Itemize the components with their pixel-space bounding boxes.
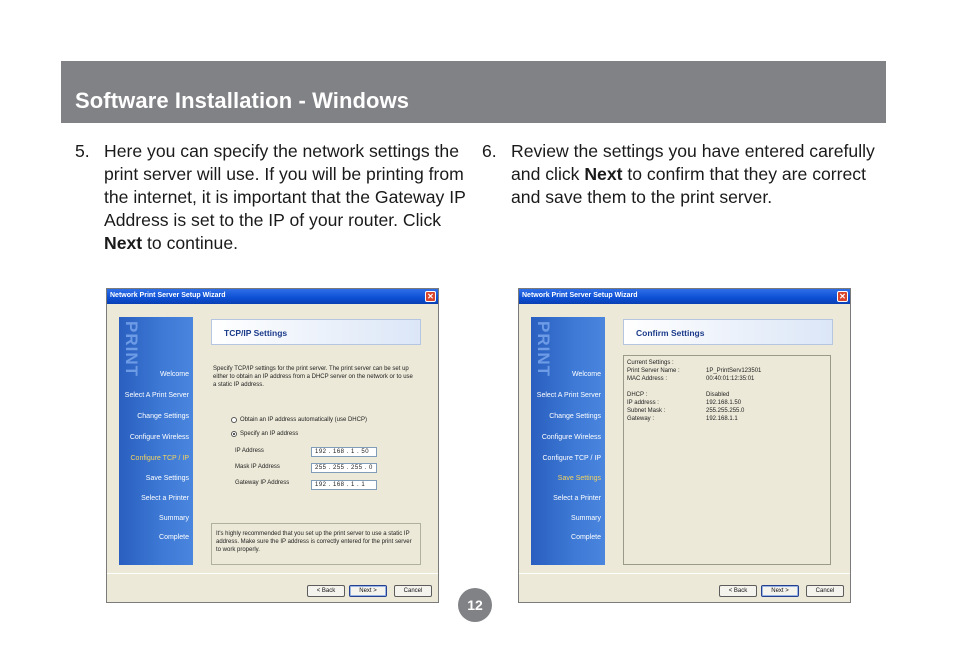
step-text-bold: Next bbox=[584, 164, 623, 184]
print-brand-logo: PRINT bbox=[534, 321, 553, 377]
gateway-ip-input[interactable]: 192 . 168 . 1 . 1 bbox=[311, 480, 377, 490]
confirm-wizard-window bbox=[518, 288, 851, 603]
setting-label: MAC Address : bbox=[627, 376, 668, 382]
mask-ip-input[interactable]: 255 . 255 . 255 . 0 bbox=[311, 463, 377, 473]
setting-label: Print Server Name : bbox=[627, 368, 680, 374]
sidebar-item-summary: Summary bbox=[159, 515, 189, 522]
window-titlebar bbox=[519, 289, 850, 304]
wizard-sidebar bbox=[119, 317, 193, 565]
setting-label: Current Settings : bbox=[627, 360, 674, 366]
step-6 bbox=[482, 140, 882, 240]
setting-label: DHCP : bbox=[627, 392, 648, 398]
sidebar-item-configure-tcpip: Configure TCP / IP bbox=[542, 455, 601, 462]
setting-label: IP address : bbox=[627, 400, 659, 406]
tcpip-wizard-window bbox=[106, 288, 439, 603]
ip-address-label: IP Address bbox=[235, 448, 264, 454]
sidebar-item-change-settings: Change Settings bbox=[549, 413, 601, 420]
dhcp-radio-label: Obtain an IP address automatically (use DHCP) bbox=[240, 417, 367, 423]
sidebar-item-save-settings: Save Settings bbox=[557, 475, 601, 482]
recommendation-note bbox=[211, 523, 421, 565]
print-brand-logo: PRINT bbox=[122, 321, 141, 377]
setting-value: 00:40:01:12:35:01 bbox=[706, 376, 755, 382]
panel-heading bbox=[211, 319, 421, 345]
wizard-sidebar bbox=[531, 317, 605, 565]
sidebar-item-complete: Complete bbox=[571, 534, 601, 541]
gateway-ip-label: Gateway IP Address bbox=[235, 480, 290, 486]
dhcp-radio[interactable] bbox=[231, 417, 237, 423]
cancel-button[interactable]: Cancel bbox=[806, 585, 844, 597]
panel-heading-text: Confirm Settings bbox=[636, 328, 705, 338]
next-button[interactable]: Next > bbox=[761, 585, 799, 597]
back-button[interactable]: < Back bbox=[307, 585, 345, 597]
step-text-bold: Next bbox=[104, 233, 143, 253]
step-text-part: to confirm that they are correct and save them to the print server. bbox=[511, 164, 866, 207]
sidebar-item-select-print-server: Select A Print Server bbox=[536, 392, 601, 399]
cancel-button[interactable]: Cancel bbox=[394, 585, 432, 597]
setting-value: Disabled bbox=[706, 392, 730, 398]
sidebar-item-select-print-server: Select A Print Server bbox=[124, 392, 189, 399]
static-ip-radio[interactable] bbox=[231, 431, 237, 437]
sidebar-item-select-printer: Select a Printer bbox=[553, 495, 601, 502]
sidebar-item-welcome: Welcome bbox=[159, 371, 189, 378]
page-number-badge: 12 bbox=[458, 588, 492, 622]
panel-heading-text: TCP/IP Settings bbox=[224, 328, 288, 338]
sidebar-item-select-printer: Select a Printer bbox=[141, 495, 189, 502]
note-text: It's highly recommended that you set up the print server to use a static IP address. Make sure the IP address is correctly entered for the print server to work properly. bbox=[216, 531, 412, 553]
panel-heading bbox=[623, 319, 833, 345]
window-titlebar bbox=[107, 289, 438, 304]
step-text bbox=[511, 140, 881, 209]
button-separator bbox=[107, 573, 438, 574]
setting-value: 192.168.1.1 bbox=[706, 416, 738, 422]
window-title: Network Print Server Setup Wizard bbox=[522, 292, 638, 299]
setting-value: 1P_PrintServ123501 bbox=[706, 368, 762, 374]
static-ip-radio-label: Specify an IP address bbox=[240, 431, 299, 437]
close-icon[interactable]: ✕ bbox=[425, 291, 436, 302]
sidebar-item-configure-wireless: Configure Wireless bbox=[129, 434, 189, 441]
sidebar-item-change-settings: Change Settings bbox=[137, 413, 189, 420]
sidebar-item-configure-tcpip: Configure TCP / IP bbox=[130, 455, 189, 462]
sidebar-item-complete: Complete bbox=[159, 534, 189, 541]
sidebar-item-configure-wireless: Configure Wireless bbox=[541, 434, 601, 441]
step-5 bbox=[75, 140, 475, 260]
section-title: Software Installation - Windows bbox=[75, 88, 410, 113]
button-separator bbox=[519, 573, 850, 574]
step-number: 5. bbox=[75, 141, 90, 161]
tcpip-description: Specify TCP/IP settings for the print server. The print server can be set up either to obtain an IP address from a DHCP server on the network or to use a static IP address. bbox=[213, 366, 413, 388]
mask-ip-label: Mask IP Address bbox=[235, 464, 280, 470]
sidebar-item-welcome: Welcome bbox=[571, 371, 601, 378]
ip-address-input[interactable]: 192 . 168 . 1 . 50 bbox=[311, 447, 377, 457]
setting-label: Gateway : bbox=[627, 416, 655, 422]
step-text-part: to continue. bbox=[142, 233, 238, 253]
step-text-part: Review the settings you have entered carefully and click bbox=[511, 141, 875, 184]
sidebar-item-save-settings: Save Settings bbox=[145, 475, 189, 482]
settings-summary-box bbox=[623, 355, 831, 565]
section-header bbox=[61, 61, 886, 123]
window-title: Network Print Server Setup Wizard bbox=[110, 292, 226, 299]
setting-value: 192.168.1.50 bbox=[706, 400, 742, 406]
step-text bbox=[104, 140, 474, 255]
step-number: 6. bbox=[482, 141, 497, 161]
setting-label: Subnet Mask : bbox=[627, 408, 666, 414]
step-text-part: Here you can specify the network settings the print server will use. If you will be printing from the internet, it is important that the Gateway IP Address is set to the IP of your router. Click bbox=[104, 141, 466, 230]
close-icon[interactable]: ✕ bbox=[837, 291, 848, 302]
back-button[interactable]: < Back bbox=[719, 585, 757, 597]
sidebar-item-summary: Summary bbox=[571, 515, 601, 522]
setting-value: 255.255.255.0 bbox=[706, 408, 745, 414]
next-button[interactable]: Next > bbox=[349, 585, 387, 597]
